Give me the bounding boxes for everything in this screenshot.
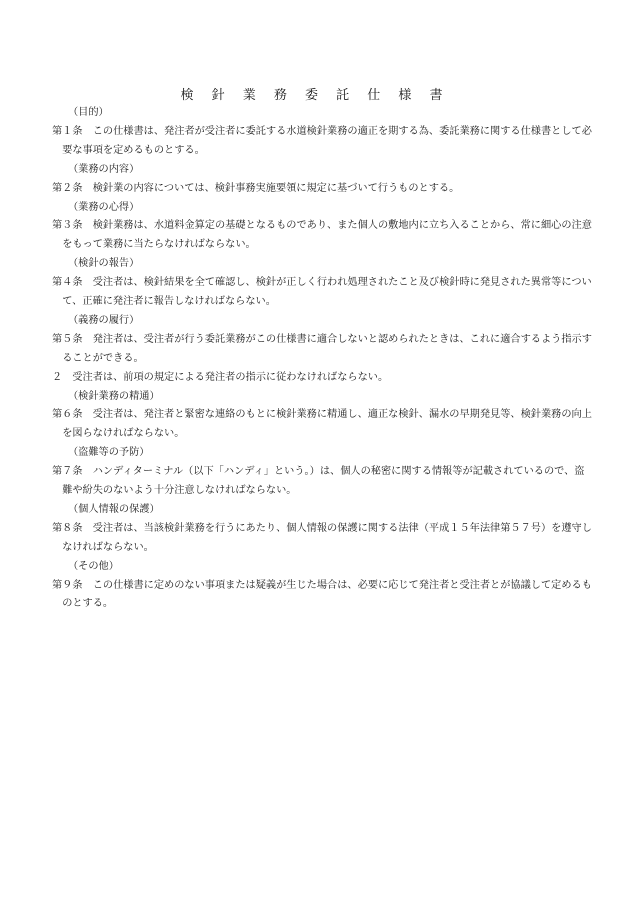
article-paragraph: [52, 369, 592, 388]
article-text: 受注者は、検針結果を全て確認し、検針が正しく行われ処理されたこと及び検針時に発見された異常等について、正確に発注者に報告しなければならない。: [62, 277, 592, 307]
section-heading: （業務の心得）: [68, 201, 140, 213]
article-text: 受注者は、前項の規定による発注者の指示に従わなければならない。: [72, 371, 389, 383]
section-heading: （目的）: [68, 107, 109, 118]
article-number: 第４条: [52, 277, 83, 289]
article-number: 第６条: [52, 409, 83, 421]
document-title: 検 針 業 務 委 託 仕 様 書: [180, 88, 450, 103]
section-heading: （業務の内容）: [68, 163, 140, 175]
section-heading: （検針業務の精通）: [68, 390, 160, 402]
section-heading: （盗難等の予防）: [68, 447, 150, 459]
article-text: 発注者は、受注者が行う委託業務がこの仕様書に適合しないと認められたときは、これに適合するよう指示することができる。: [62, 333, 592, 364]
article-text: 受注者は、発注者と緊密な連絡のもとに検針業務に精通し、適正な検針、漏水の早期発見等、検針業務の向上を図らなければならない。: [62, 409, 592, 440]
section-heading: （義務の履行）: [68, 314, 140, 326]
article-text: 受注者は、当該検針業務を行うにあたり、個人情報の保護に関する法律（平成１５年法律第５７号）を遵守しなければならない。: [62, 522, 592, 553]
article-number: 第３条: [52, 220, 83, 232]
article-number: 第８条: [52, 522, 83, 534]
article-text: この仕様書に定めのない事項または疑義が生じた場合は、必要に応じて発注者と受注者とが協議して定めるものとする。: [62, 579, 592, 610]
article-text: この仕様書は、発注者が受注者に委託する水道検針業務の適正を期する為、委託業務に関する仕様書として必要な事項を定めるものとする。: [62, 125, 592, 156]
article-number: 第９条: [52, 579, 83, 591]
article-text: ハンディターミナル（以下「ハンディ」という。）は、個人の秘密に関する情報等が記載されているので、盗難や紛失のないよう十分注意しなければならない。: [62, 466, 585, 497]
article: [52, 123, 592, 161]
section-heading: （個人情報の保護）: [68, 503, 160, 515]
article: [52, 463, 592, 501]
article: [52, 406, 592, 444]
article: [52, 217, 592, 255]
document-body: [52, 104, 592, 614]
article-text: 検針業務は、水道料金算定の基礎となるものであり、また個人の敷地内に立ち入ることから、常に細心の注意をもって業務に当たらなければならない。: [62, 220, 592, 251]
article: [52, 577, 592, 615]
article-text: 検針業の内容については、検針事務実施要領に規定に基づいて行うものとする。: [92, 182, 460, 194]
article: [52, 331, 592, 369]
article: [52, 180, 592, 199]
article-number: 第５条: [52, 333, 83, 345]
section-heading: （検針の報告）: [68, 258, 140, 270]
article: [52, 274, 592, 312]
section-heading: （その他）: [68, 560, 119, 572]
paragraph-number: ２: [52, 371, 63, 383]
article-number: 第７条: [52, 466, 83, 478]
article-number: 第２条: [52, 182, 83, 194]
article-number: 第１条: [52, 125, 83, 137]
article: [52, 520, 592, 558]
